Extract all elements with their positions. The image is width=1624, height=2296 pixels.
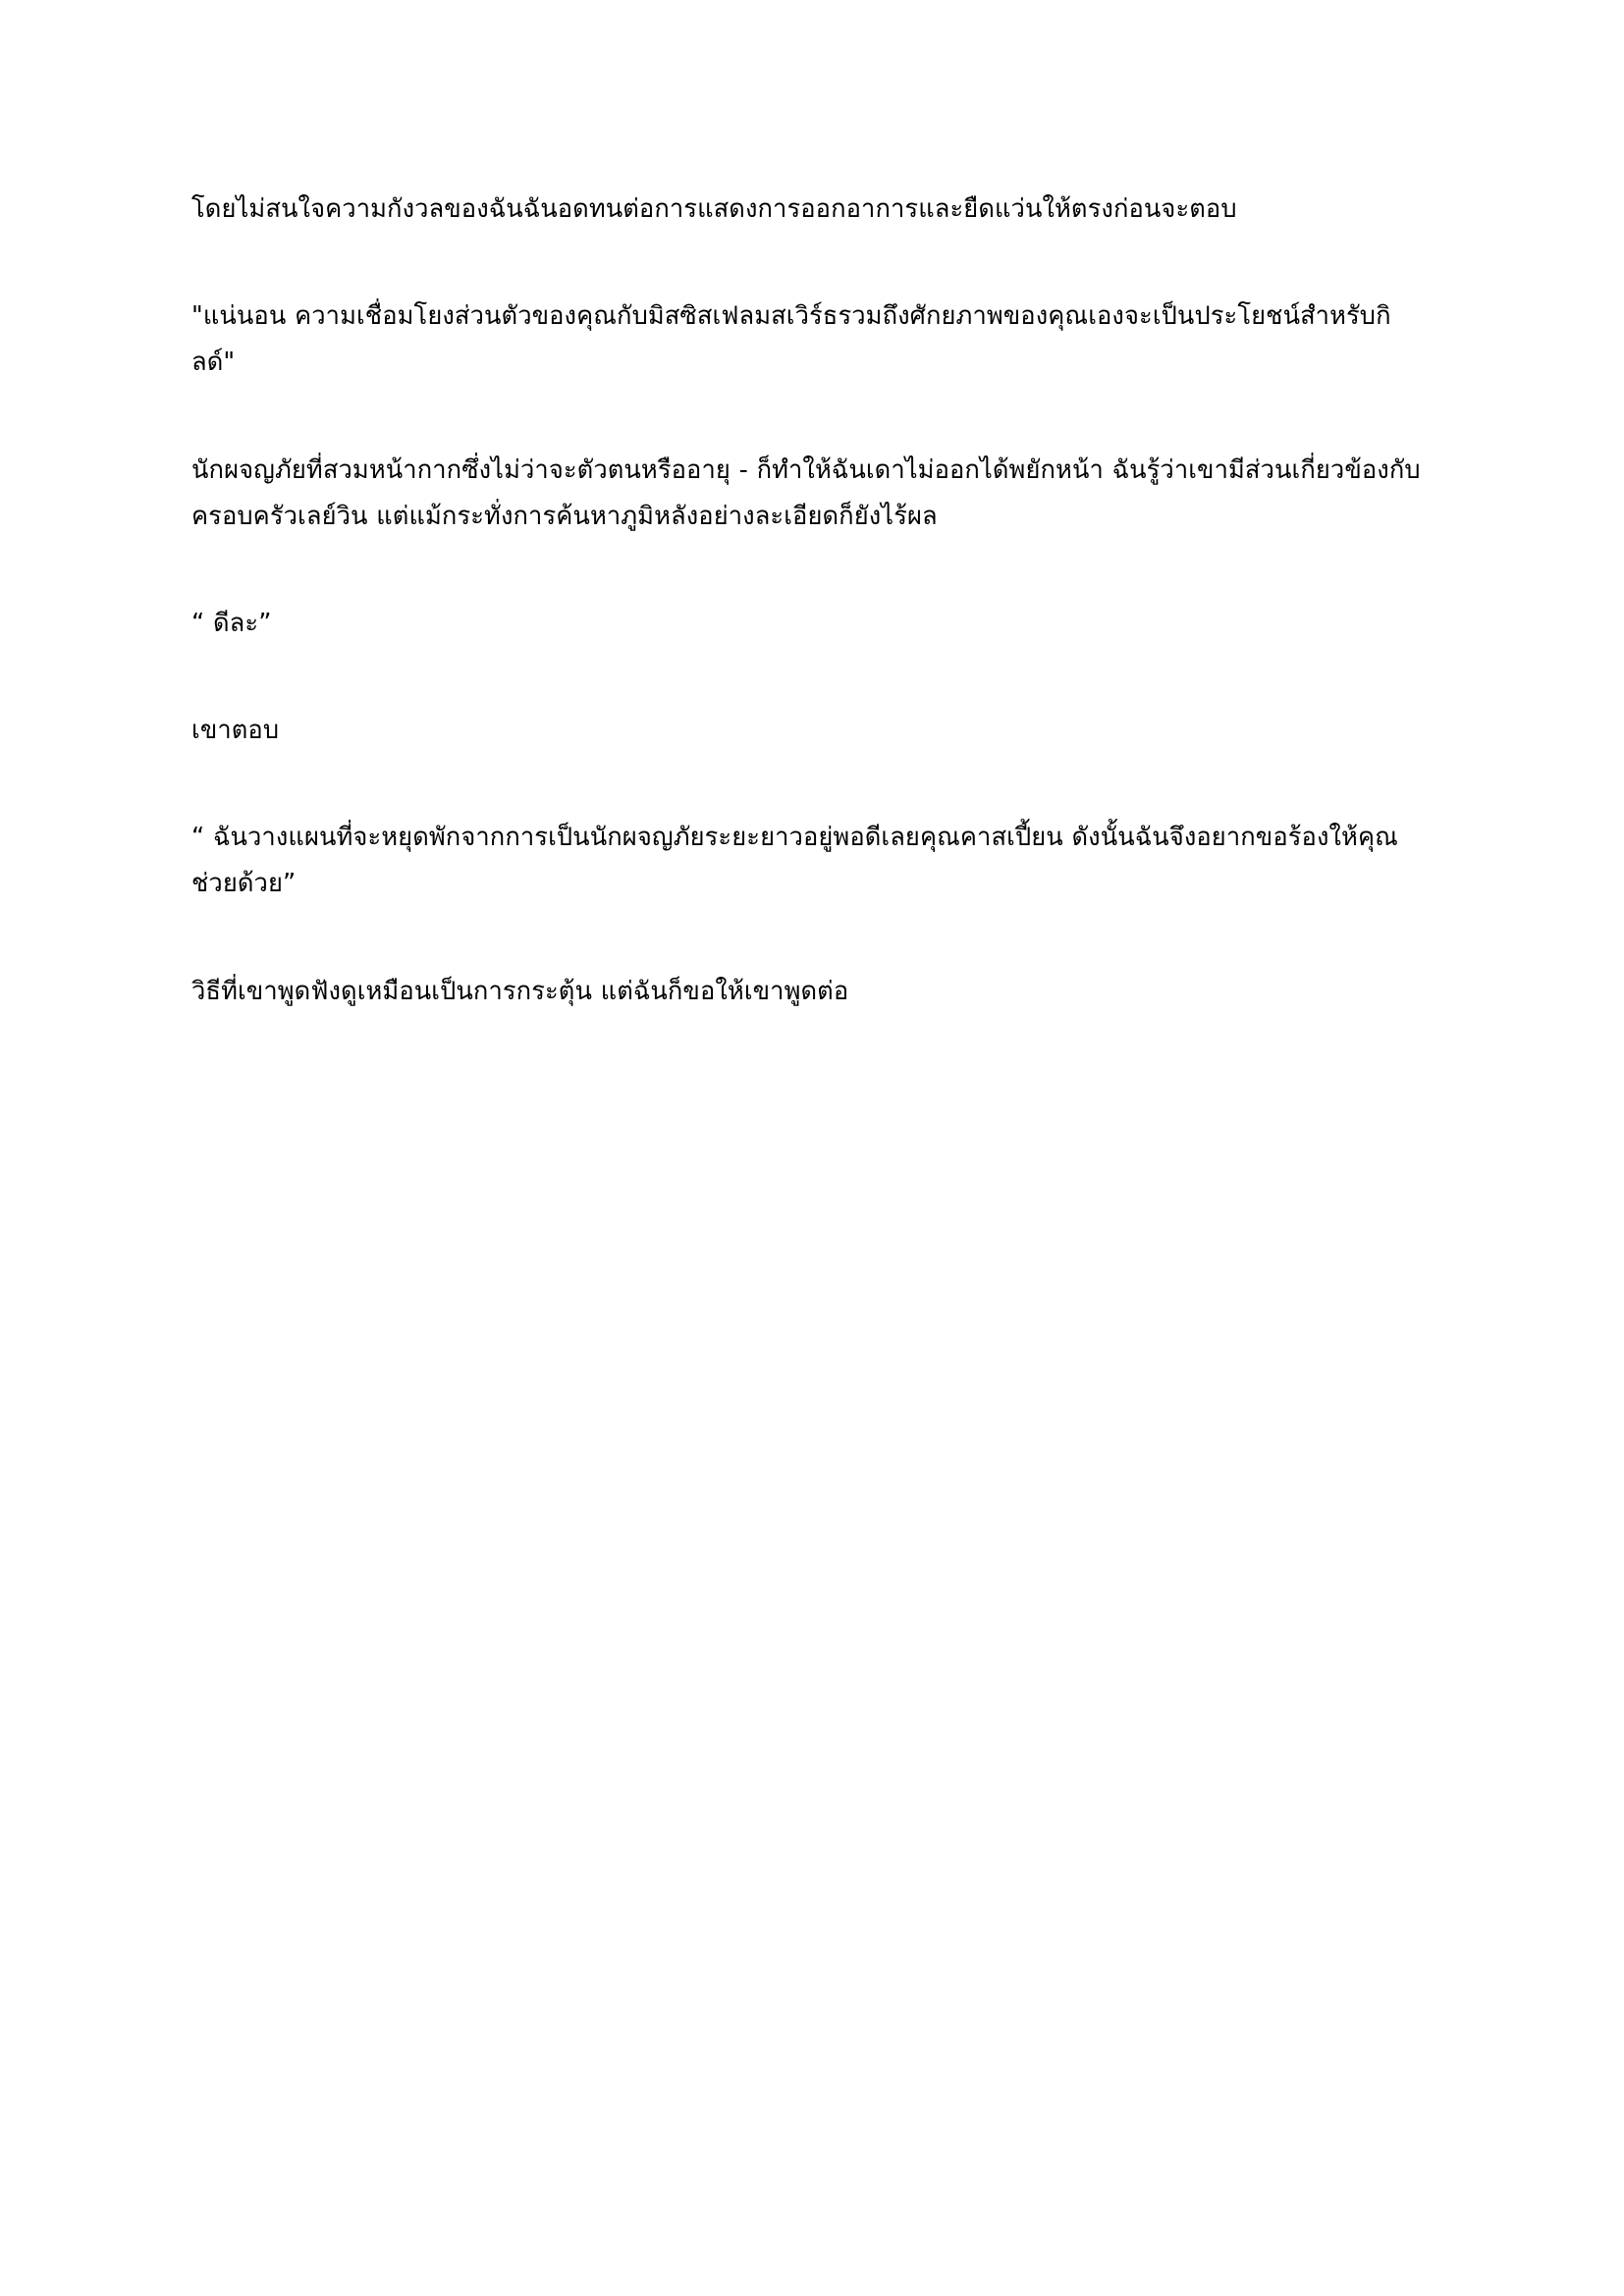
paragraph-7: วิธีที่เขาพูดฟังดูเหมือนเป็นการกระตุ้น แต่ฉันก็ขอให้เขาพูดต่อ — [191, 976, 849, 1006]
paragraph-5: เขาตอบ — [191, 716, 280, 746]
paragraph-2: "แน่นอน ความเชื่อมโยงส่วนตัวของคุณกับมิสซิสเฟลมสเวิร์ธรวมถึงศักยภาพของคุณเองจะเป็นประโยชน์สำหรับกิลด์" — [191, 301, 1391, 378]
document-body — [191, 187, 1428, 1015]
paragraph-3: นักผจญภัยที่สวมหน้ากากซึ่งไม่ว่าจะตัวตนหรืออายุ - ก็ทำให้ฉันเดาไม่ออกได้พยักหน้า ฉันรู้ว่าเขามีส่วนเกี่ยวข้องกับครอบครัวเลย์วิน แต่แม้กระทั่งการค้นหาภูมิหลังอย่างละเอียดก็ยังไร้ผล — [191, 454, 1421, 531]
paragraph-4: “ ดีละ” — [191, 608, 272, 638]
paragraph-1: โดยไม่สนใจความกังวลของฉันฉันอดทนต่อการแสดงการออกอาการและยืดแว่นให้ตรงก่อนจะตอบ — [191, 194, 1237, 224]
paragraph-6: “ ฉันวางแผนที่จะหยุดพักจากการเป็นนักผจญภัยระยะยาวอยู่พอดีเลยคุณคาสเปี้ยน ดังนั้นฉันจึงอยากขอร้องให้คุณช่วยด้วย” — [191, 823, 1398, 899]
